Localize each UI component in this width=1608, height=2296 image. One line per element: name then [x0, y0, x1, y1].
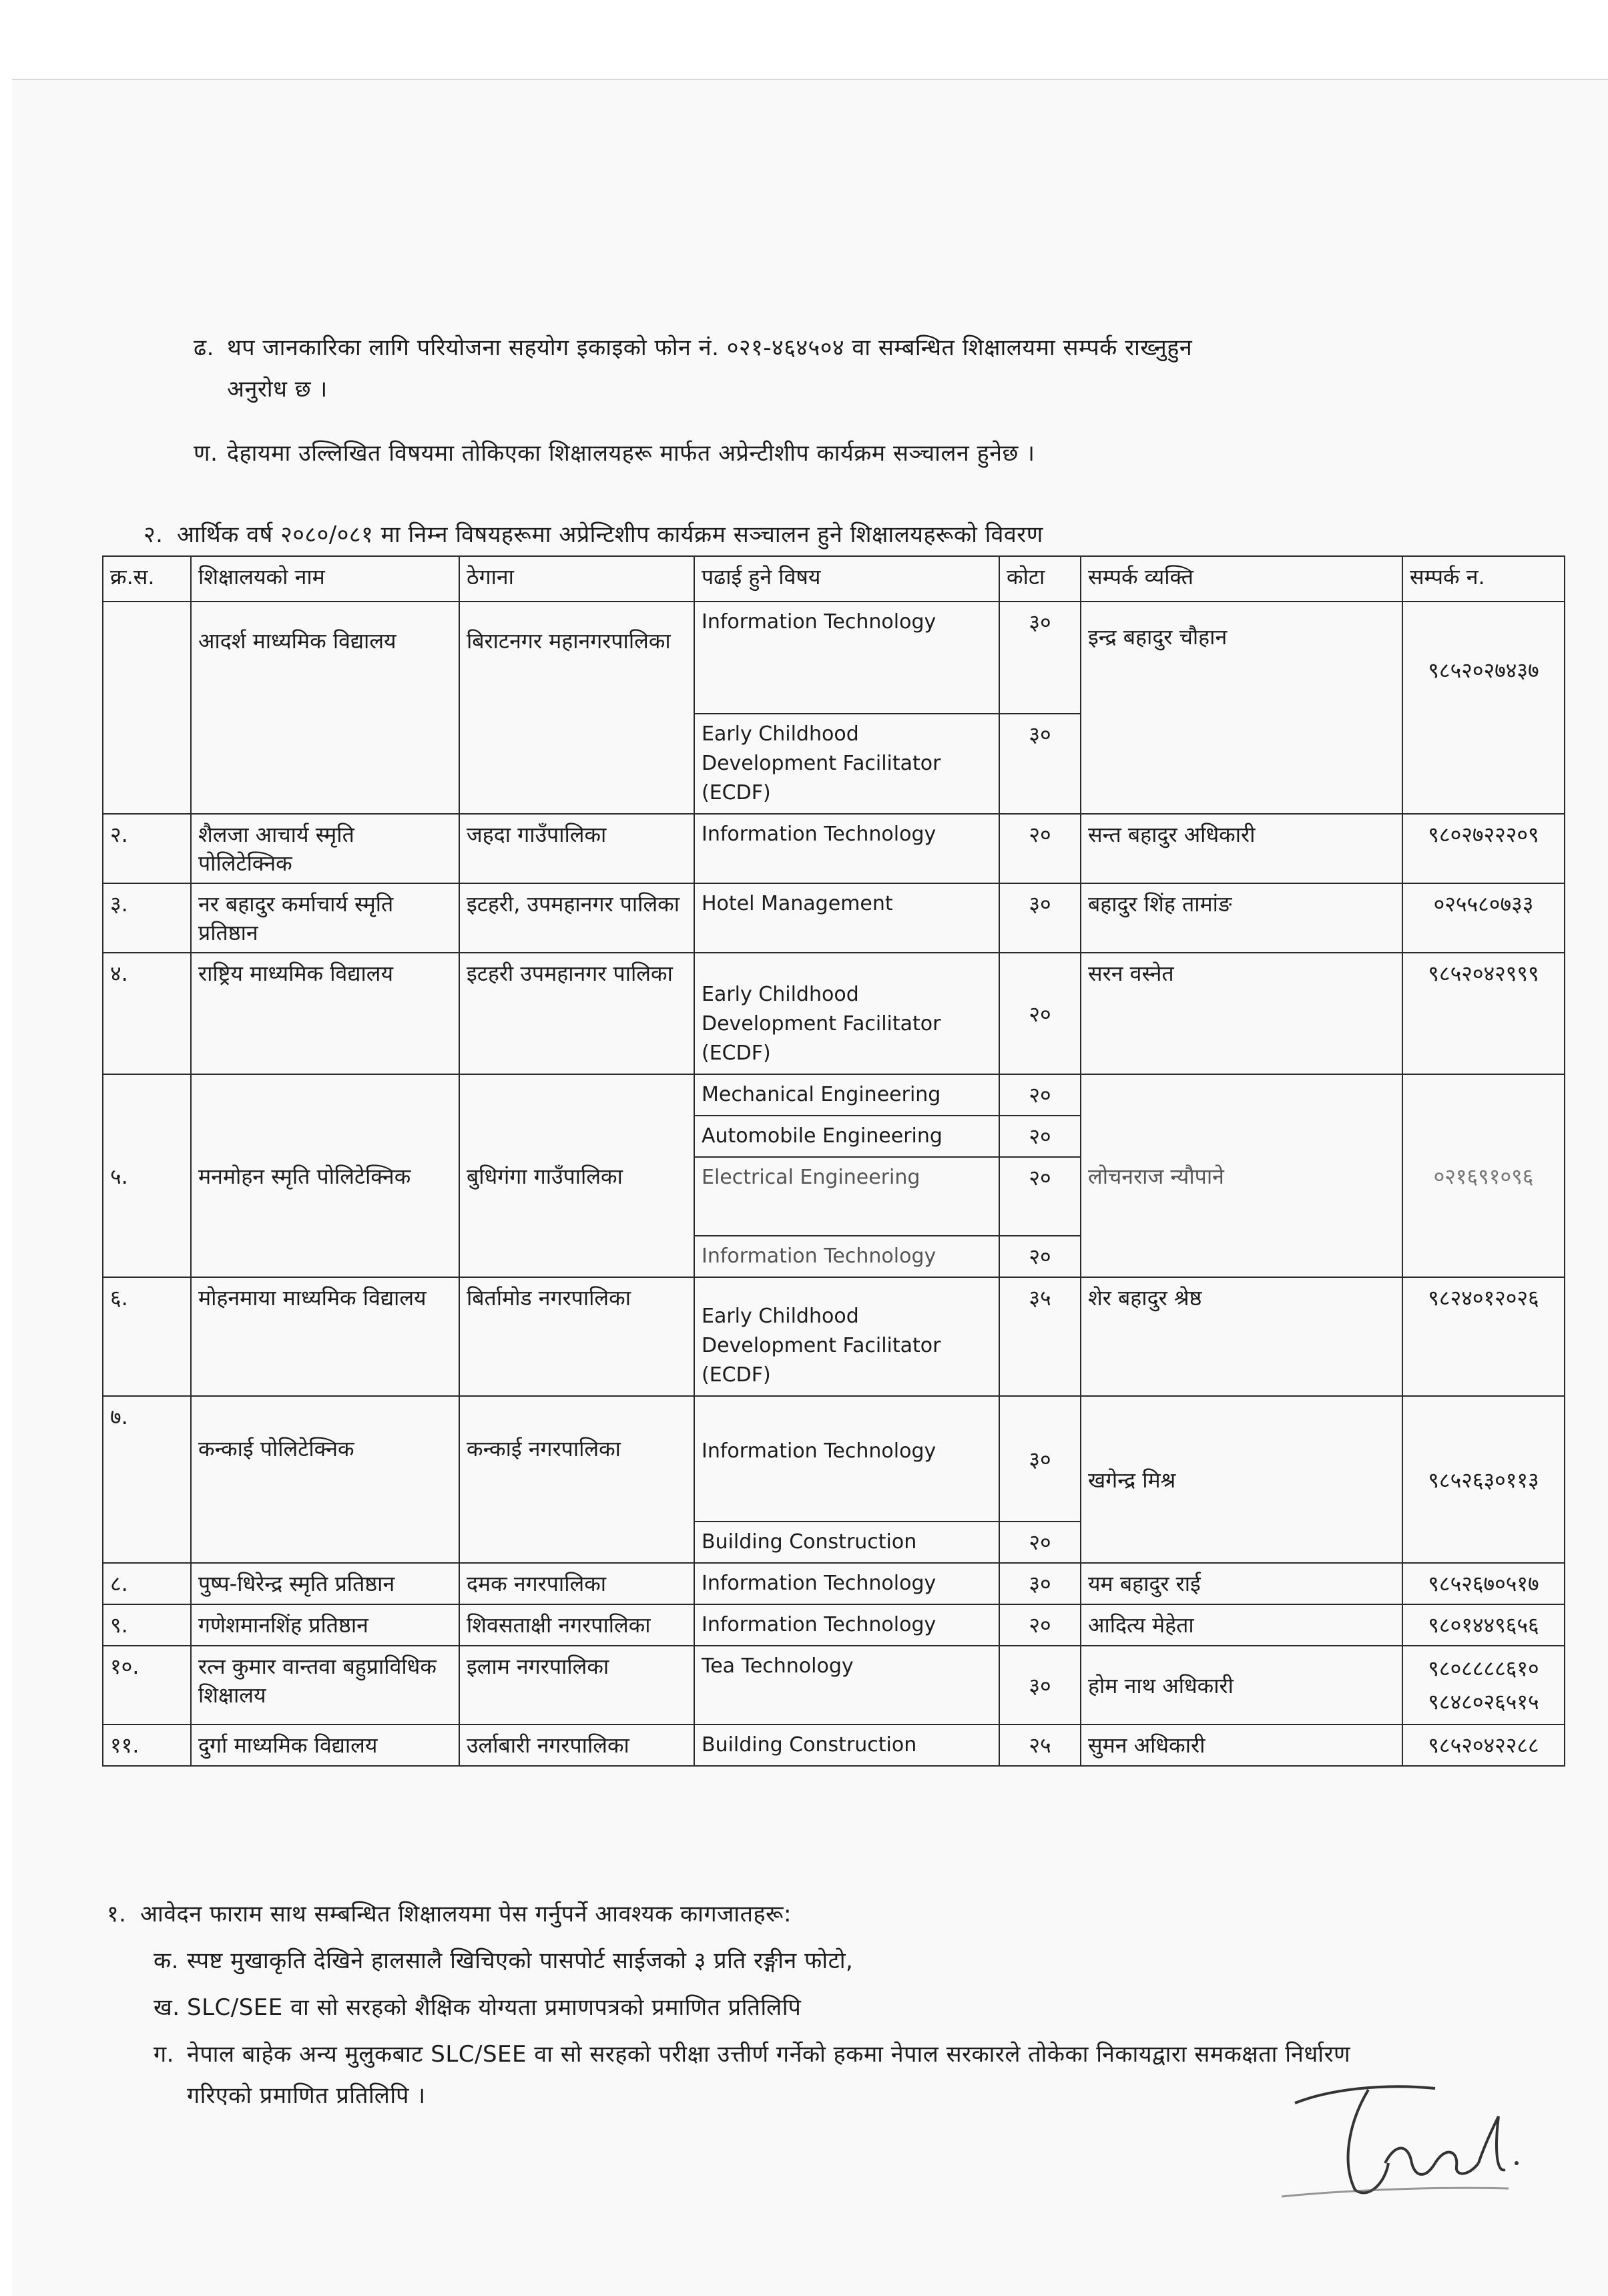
- cell-address: बिराटनगर महानगरपालिका: [459, 602, 694, 814]
- note-text: देहायमा उल्लिखित विषयमा तोकिएका शिक्षालयहरू मार्फत अप्रेन्टीशीप कार्यक्रम सञ्चालन हुनेछ ।: [227, 440, 1035, 467]
- cell-sn: ९.: [103, 1604, 191, 1646]
- cell-school-name: गणेशमानशिंह प्रतिष्ठान: [191, 1604, 459, 1646]
- cell-sn: १०.: [103, 1646, 191, 1725]
- cell-contact-number: ९८०८८८८६१० ९८४८०२६५१५: [1402, 1646, 1565, 1725]
- cell-subject: Hotel Management: [694, 883, 999, 953]
- cell-school-name: राष्ट्रिय माध्यमिक विद्यालय: [191, 953, 459, 1074]
- cell-quota: २५: [999, 1725, 1081, 1766]
- cell-contact-number: ०२५५८०७३३: [1402, 883, 1565, 953]
- note-marker: ण.: [194, 440, 218, 467]
- cell-subject: Information Technology: [694, 814, 999, 883]
- cell-quota: ३०: [999, 602, 1081, 714]
- cell-address: बुधिगंगा गाउँपालिका: [459, 1074, 694, 1277]
- cell-address: बिर्तामोड नगरपालिका: [459, 1277, 694, 1396]
- cell-address: जहदा गाउँपालिका: [459, 814, 694, 883]
- cell-subject: Tea Technology: [694, 1646, 999, 1725]
- cell-school-name: दुर्गा माध्यमिक विद्यालय: [191, 1725, 459, 1766]
- cell-contact-person: इन्द्र बहादुर चौहान: [1081, 602, 1402, 814]
- cell-subject: Mechanical Engineering: [694, 1074, 999, 1116]
- cell-address: इटहरी उपमहानगर पालिका: [459, 953, 694, 1074]
- note-text: थप जानकारिका लागि परियोजना सहयोग इकाइको फोन नं. ०२१-४६४५०४ वा सम्बन्धित शिक्षालयमा सम्पर्क राख्नुहुन: [227, 334, 1193, 361]
- item-marker: क.: [154, 1947, 179, 1974]
- cell-sn: ७.: [103, 1396, 191, 1563]
- table-row: [103, 953, 1565, 1074]
- cell-contact-person: होम नाथ अधिकारी: [1081, 1646, 1402, 1725]
- header-contact-number: सम्पर्क न.: [1402, 556, 1565, 602]
- table-row: [103, 1725, 1565, 1766]
- cell-school-name: नर बहादुर कर्माचार्य स्मृति प्रतिष्ठान: [191, 883, 459, 953]
- table-row: [103, 1604, 1565, 1646]
- item-marker: ग.: [154, 2041, 174, 2068]
- cell-contact-person: बहादुर शिंह तामांङ: [1081, 883, 1402, 953]
- cell-quota: २०: [999, 1236, 1081, 1277]
- item-marker: ख.: [154, 1994, 180, 2021]
- cell-sn: ८.: [103, 1563, 191, 1604]
- header-sn: क्र.स.: [103, 556, 191, 602]
- cell-quota: ३०: [999, 714, 1081, 814]
- table-row: [103, 1396, 1565, 1522]
- cell-contact-number: ९८५२६७०५१७: [1402, 1563, 1565, 1604]
- schools-table: [102, 555, 1565, 1767]
- table-row: [103, 602, 1565, 714]
- header-address: ठेगाना: [459, 556, 694, 602]
- cell-contact-number: ९८०१४४९६५६: [1402, 1604, 1565, 1646]
- cell-subject: Information Technology: [694, 1604, 999, 1646]
- cell-quota: २०: [999, 1522, 1081, 1563]
- handwritten-signature: [1268, 2063, 1535, 2210]
- note-marker: ढ.: [194, 334, 214, 361]
- item-text: नेपाल बाहेक अन्य मुलुकबाट SLC/SEE वा सो सरहको परीक्षा उत्तीर्ण गर्नेको हकमा नेपाल सरकारले तोकेका निकायद्वारा समकक्षता निर्धारण: [187, 2041, 1351, 2068]
- cell-quota: २०: [999, 953, 1081, 1074]
- cell-subject: Building Construction: [694, 1522, 999, 1563]
- cell-subject: Automobile Engineering: [694, 1116, 999, 1157]
- cell-school-name: शैलजा आचार्य स्मृति पोलिटेक्निक: [191, 814, 459, 883]
- cell-sn: ३.: [103, 883, 191, 953]
- cell-contact-number: ९८५२०२७४३७: [1402, 602, 1565, 814]
- documents-item-kha: [154, 1987, 1582, 2028]
- cell-contact-person: शेर बहादुर श्रेष्ठ: [1081, 1277, 1402, 1396]
- cell-address: शिवसताक्षी नगरपालिका: [459, 1604, 694, 1646]
- cell-school-name: मोहनमाया माध्यमिक विद्यालय: [191, 1277, 459, 1396]
- cell-contact-number: ९८५२०४२२८८: [1402, 1725, 1565, 1766]
- cell-quota: २०: [999, 1604, 1081, 1646]
- table-header-row: [103, 556, 1565, 602]
- documents-heading-text: आवेदन फाराम साथ सम्बन्धित शिक्षालयमा पेस गर्नुपर्ने आवश्यक कागजातहरू:: [140, 1901, 792, 1927]
- table-row: [103, 1277, 1565, 1396]
- item-text: SLC/SEE वा सो सरहको शैक्षिक योग्यता प्रमाणपत्रको प्रमाणित प्रतिलिपि: [187, 1994, 802, 2021]
- cell-sn: ६.: [103, 1277, 191, 1396]
- cell-contact-person: आदित्य मेहेता: [1081, 1604, 1402, 1646]
- cell-quota: ३०: [999, 1563, 1081, 1604]
- documents-heading: [107, 1893, 1575, 1935]
- cell-sn: ५.: [103, 1074, 191, 1277]
- cell-contact-person: लोचनराज न्यौपाने: [1081, 1074, 1402, 1277]
- cell-subject: Building Construction: [694, 1725, 999, 1766]
- table-row: [103, 1563, 1565, 1604]
- header-subject: पढाई हुने विषय: [694, 556, 999, 602]
- section-title: आर्थिक वर्ष २०८०/०८१ मा निम्न विषयहरूमा अप्रेन्टिशीप कार्यक्रम सञ्चालन हुने शिक्षालयहरूको विवरण: [177, 521, 1043, 548]
- cell-address: उर्लाबारी नगरपालिका: [459, 1725, 694, 1766]
- cell-subject: Information Technology: [694, 1563, 999, 1604]
- cell-sn: ११.: [103, 1725, 191, 1766]
- cell-quota: २०: [999, 1157, 1081, 1236]
- cell-sn: ४.: [103, 953, 191, 1074]
- note-na: [194, 433, 1582, 474]
- cell-subject: Early Childhood Development Facilitator (ECDF): [694, 1277, 999, 1396]
- cell-sn: २.: [103, 814, 191, 883]
- table-row: [103, 1646, 1565, 1725]
- cell-contact-person: सरन वस्नेत: [1081, 953, 1402, 1074]
- note-dha: [194, 327, 1582, 410]
- cell-quota: २०: [999, 1116, 1081, 1157]
- header-contact-person: सम्पर्क व्यक्ति: [1081, 556, 1402, 602]
- cell-subject: Early Childhood Development Facilitator (ECDF): [694, 953, 999, 1074]
- cell-school-name: रत्न कुमार वान्तवा बहुप्राविधिक शिक्षालय: [191, 1646, 459, 1725]
- cell-quota: ३०: [999, 1396, 1081, 1522]
- cell-contact-person: खगेन्द्र मिश्र: [1081, 1396, 1402, 1563]
- table-row: [103, 883, 1565, 953]
- cell-school-name: कन्काई पोलिटेक्निक: [191, 1396, 459, 1563]
- cell-contact-number: ९८०२७२२२०९: [1402, 814, 1565, 883]
- cell-school-name: मनमोहन स्मृति पोलिटेक्निक: [191, 1074, 459, 1277]
- cell-quota: ३०: [999, 883, 1081, 953]
- documents-heading-marker: १.: [107, 1901, 127, 1927]
- cell-address: इटहरी, उपमहानगर पालिका: [459, 883, 694, 953]
- header-school-name: शिक्षालयको नाम: [191, 556, 459, 602]
- cell-quota: २०: [999, 1074, 1081, 1116]
- cell-address: दमक नगरपालिका: [459, 1563, 694, 1604]
- cell-address: इलाम नगरपालिका: [459, 1646, 694, 1725]
- item-text: स्पष्ट मुखाकृति देखिने हालसालै खिचिएको पासपोर्ट साईजको ३ प्रति रङ्गीन फोटो,: [187, 1947, 854, 1974]
- cell-school-name: पुष्प-धिरेन्द्र स्मृति प्रतिष्ठान: [191, 1563, 459, 1604]
- cell-subject: Electrical Engineering: [694, 1157, 999, 1236]
- cell-contact-person: सन्त बहादुर अधिकारी: [1081, 814, 1402, 883]
- cell-contact-person: सुमन अधिकारी: [1081, 1725, 1402, 1766]
- cell-subject: Early Childhood Development Facilitator (ECDF): [694, 714, 999, 814]
- cell-contact-number: ०२१६९१०९६: [1402, 1074, 1565, 1277]
- cell-contact-number: ९८५२०४२९९९: [1402, 953, 1565, 1074]
- cell-subject: Information Technology: [694, 602, 999, 714]
- table-row: [103, 1074, 1565, 1116]
- table-row: [103, 814, 1565, 883]
- cell-contact-person: यम बहादुर राई: [1081, 1563, 1402, 1604]
- cell-quota: ३०: [999, 1646, 1081, 1725]
- section-marker: २.: [144, 521, 164, 548]
- section-heading: [144, 514, 1579, 555]
- cell-contact-number: ९८५२६३०११३: [1402, 1396, 1565, 1563]
- cell-quota: ३५: [999, 1277, 1081, 1396]
- cell-contact-number: ९८२४०१२०२६: [1402, 1277, 1565, 1396]
- cell-school-name: आदर्श माध्यमिक विद्यालय: [191, 602, 459, 814]
- cell-subject: Information Technology: [694, 1396, 999, 1522]
- cell-sn: [103, 602, 191, 814]
- header-quota: कोटा: [999, 556, 1081, 602]
- cell-subject: Information Technology: [694, 1236, 999, 1277]
- cell-quota: २०: [999, 814, 1081, 883]
- documents-item-ka: [154, 1940, 1582, 1982]
- cell-address: कन्काई नगरपालिका: [459, 1396, 694, 1563]
- item-text-continued: गरिएको प्रमाणित प्रतिलिपि ।: [187, 2082, 426, 2109]
- note-text-continued: अनुरोध छ ।: [227, 376, 328, 403]
